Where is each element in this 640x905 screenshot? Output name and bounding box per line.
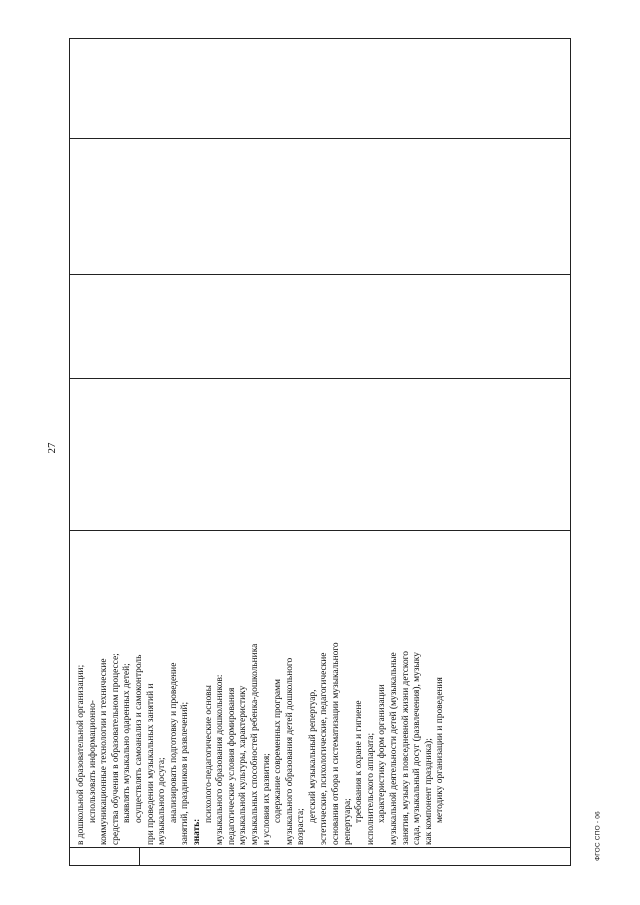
text-line: содержание современных программ [273, 679, 284, 823]
text-line: эстетические, психологические, педагогические [319, 652, 330, 845]
requirements-cell [76, 537, 566, 845]
text-line: детский музыкальный репертуар, [307, 689, 318, 823]
text-line: характеристику форм организации [377, 684, 388, 823]
text-line: музыкальных способностей ребенка-дошкольника [249, 643, 260, 845]
text-line: музыкальной деятельности детей (музыкальные [389, 652, 400, 845]
text-line: возраста; [296, 808, 307, 845]
text-line: сада, музыкальный досуг (развлечения), музыку [412, 652, 423, 845]
footer-label: ФГОС СПО - 06 [594, 811, 602, 861]
text-line: занятия, музыку в повседневной жизни детского [400, 651, 411, 845]
text-line: психолого-педагогические основы [203, 685, 214, 823]
text-line: требования к охране и гигиене [354, 700, 365, 823]
column-divider [70, 274, 570, 275]
text-line: и условия их развития; [261, 753, 272, 845]
rotated-page-content [69, 38, 571, 866]
text-line: в дошкольной образовательной организации; [76, 664, 86, 845]
column-divider [70, 847, 570, 848]
know-heading: знать: [191, 818, 202, 845]
page-number: 27 [46, 442, 58, 454]
text-line: выявлять музыкально одаренных детей; [122, 663, 133, 823]
text-line: занятий, праздников и развлечений; [180, 701, 191, 845]
text-line: музыкального образования детей дошкольного [284, 657, 295, 845]
column-divider [70, 138, 570, 139]
text-line: репертуара; [342, 798, 353, 845]
text-line: музыкальной культуры, характеристику [238, 685, 249, 845]
competency-table [69, 38, 571, 866]
text-line: при проведении музыкальных занятий и [145, 683, 156, 845]
text-line: осуществлять самоанализ и самоконтроль [133, 654, 144, 823]
text-line: использовать информационно- [87, 700, 98, 823]
text-line: музыкального досуга; [157, 757, 168, 845]
row-divider [139, 848, 140, 865]
column-divider [70, 530, 570, 531]
text-line: основания отбора и систематизации музыкального [331, 642, 342, 845]
text-line: коммуникационные технологии и технические [99, 658, 110, 845]
column-divider [70, 378, 570, 379]
text-line: исполнительского аппарата; [365, 732, 376, 845]
text-line: анализировать подготовку и проведение [168, 662, 179, 823]
text-line: как компонент праздника); [423, 738, 434, 845]
text-line: педагогические условия формирования [226, 687, 237, 845]
text-line: методику организации и проведения [435, 677, 446, 823]
text-line: средства обучения в образовательном процессе; [110, 653, 121, 845]
text-line: музыкального образования дошкольников: [215, 674, 226, 845]
